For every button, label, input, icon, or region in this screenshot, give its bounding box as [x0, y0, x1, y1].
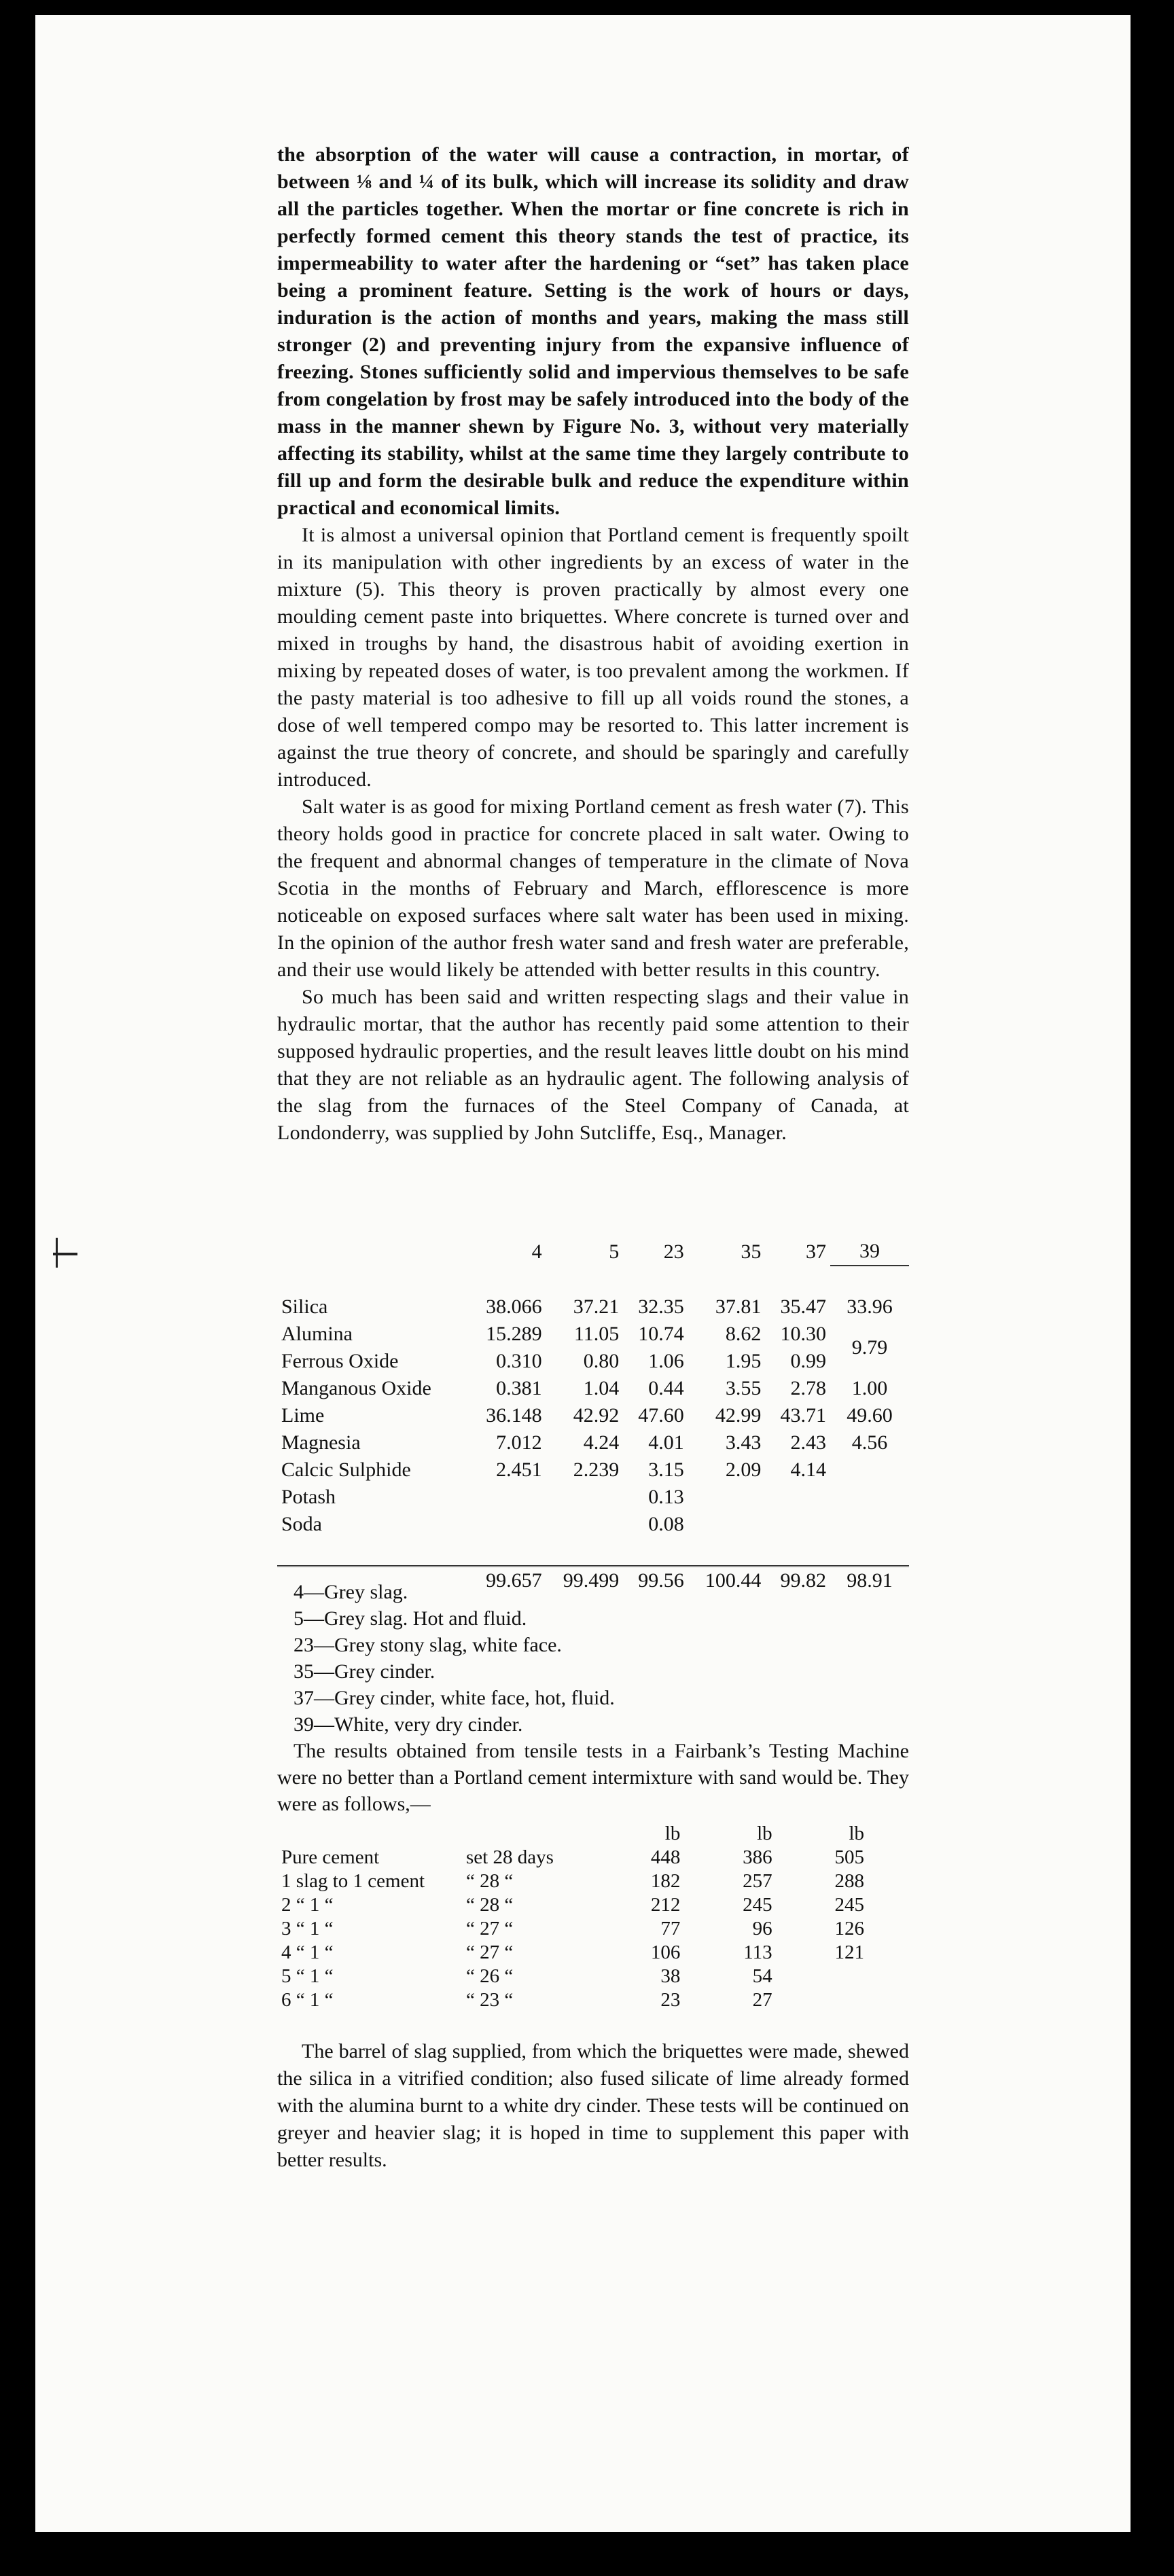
col-header: 39 — [830, 1238, 909, 1266]
table-row: Soda 0.08 — [281, 1513, 684, 1535]
paragraph-4: So much has been said and written respecting slags and their value in hydraulic mortar, that the author has recently paid some attention to their supposed hydraulic properties, and the result leaves little doubt on his mind that they are not reliable as an hydraulic agent. The following analysis of the slag from the furnaces of the Steel Company of Canada, at Londonderry, was supplied by John Sutcliffe, Esq., Manager. — [277, 986, 909, 1144]
tensile-intro: The results obtained from tensile tests in a Fairbank’s Testing Machine were no better than a Portland cement intermixture with sand would be. They were as follows,— — [277, 1740, 909, 1815]
table-row: Ferrous Oxide 0.310 0.80 1.06 1.95 0.99 — [281, 1350, 826, 1372]
braced-value: 9.79 — [851, 1336, 888, 1359]
note-item: 35—Grey cinder. — [294, 1660, 435, 1683]
closing-paragraph: The barrel of slag supplied, from which the briquettes were made, shewed the silica in a vitrified condition; also fused silicate of lime already formed with the alumina burnt to a white dry cinder. These tests will be continued on greyer and heavier slag; it is hoped in time to supplement this paper with better results. — [277, 2040, 909, 2171]
table-row: Lime 36.148 42.92 47.60 42.99 43.71 49.60 — [281, 1404, 893, 1427]
note-item: 4—Grey slag. — [294, 1581, 408, 1603]
total-value: 99.657 — [469, 1567, 546, 1595]
note-item: 39—White, very dry cinder. — [294, 1713, 523, 1736]
col-header: 35 — [741, 1240, 762, 1263]
tensile-test-table — [277, 1822, 868, 2012]
paragraph-3: Salt water is as good for mixing Portland cement as fresh water (7). This theory holds good in practice for concrete placed in salt water. Owing to the frequent and abnormal changes of temperature in the climate of Nova Scotia in the months of February and March, efflorescence is more noticeable on exposed surfaces where salt water has been used in mixing. In the opinion of the author fresh water sand and fresh water are preferable, and their use would likely be attended with better results in this country. — [277, 795, 909, 981]
slag-header-row — [277, 1238, 909, 1266]
table-row: Magnesia 7.012 4.24 4.01 3.43 2.43 4.56 — [281, 1431, 888, 1454]
total-value: 99.82 — [765, 1567, 830, 1595]
note-item: 5—Grey slag. Hot and fluid. — [294, 1607, 527, 1630]
col-header: 37 — [806, 1240, 826, 1263]
table-row: 1 slag to 1 cement “ 28 “ 182 257 288 — [281, 1870, 864, 1892]
col-header: 5 — [609, 1240, 620, 1263]
table-row: Calcic Sulphide 2.451 2.239 3.15 2.09 4.14 — [281, 1459, 826, 1481]
paragraph-1: the absorption of the water will cause a contraction, in mortar, of between ⅛ and ¼ of its bulk, which will increase its solidity and draw all the particles together. When the mortar or fine concrete is rich in perfectly formed cement this theory stands the test of practice, its impermeability to water after the hardening or “set” has taken place being a prominent feature. Setting is the work of hours or days, induration is the action of months and years, making the mass still stronger (2) and preventing injury from the expansive influence of freezing. Stones sufficiently solid and impervious themselves to be safe from congelation by frost may be safely introduced into the body of the mass in the manner shewn by Figure No. 3, without very materially affecting its stability, whilst at the same time they largely contribute to fill up and form the desirable bulk and reduce the expenditure within practical and economical limits. — [277, 143, 909, 519]
total-value: 99.56 — [623, 1567, 688, 1595]
table-row: 5 “ 1 “ “ 26 “ 38 54 — [281, 1965, 772, 1987]
col-header: 23 — [663, 1240, 684, 1263]
closing-text — [277, 2038, 909, 2174]
total-value: 100.44 — [688, 1567, 766, 1595]
total-value: 98.91 — [830, 1567, 909, 1595]
col-header: 4 — [531, 1240, 542, 1263]
units-row: lb lb lb — [664, 1823, 864, 1844]
slag-analysis-table — [277, 1238, 909, 1594]
table-row: Pure cement set 28 days 448 386 505 — [281, 1846, 864, 1868]
table-row: Potash 0.13 — [281, 1486, 684, 1508]
table-row: Alumina 15.289 11.05 10.74 8.62 10.30 9.79 — [277, 1321, 909, 1348]
table-row: 4 “ 1 “ “ 27 “ 106 113 121 — [281, 1942, 864, 1963]
table-row: 3 “ 1 “ “ 27 “ 77 96 126 — [281, 1918, 864, 1939]
table-row: Manganous Oxide 0.381 1.04 0.44 3.55 2.78 1.00 — [281, 1377, 888, 1399]
note-item: 23—Grey stony slag, white face. — [294, 1634, 562, 1656]
table-row: 2 “ 1 “ “ 28 “ 212 245 245 — [281, 1894, 864, 1916]
margin-tick — [56, 1238, 58, 1268]
body-text — [277, 141, 909, 1147]
table-row: Silica 38.066 37.21 32.35 37.81 35.47 33.96 — [281, 1295, 893, 1318]
total-value: 99.499 — [546, 1567, 624, 1595]
table-row: 6 “ 1 “ “ 23 “ 23 27 — [281, 1989, 772, 2011]
paragraph-2: It is almost a universal opinion that Portland cement is frequently spoilt in its manipulation with other ingredients by an excess of water in the mixture (5). This theory is proven practically by almost every one moulding cement paste into briquettes. Where concrete is turned over and mixed in troughs by hand, the disastrous habit of avoiding exertion in mixing by repeated doses of water, is too prevalent among the workmen. If the pasty material is too adhesive to fill up all voids round the stones, a dose of well tempered compo may be resorted to. This latter increment is against the true theory of concrete, and should be sparingly and carefully introduced. — [277, 524, 909, 791]
note-item: 37—Grey cinder, white face, hot, fluid. — [294, 1687, 615, 1709]
slag-notes — [277, 1579, 909, 1817]
